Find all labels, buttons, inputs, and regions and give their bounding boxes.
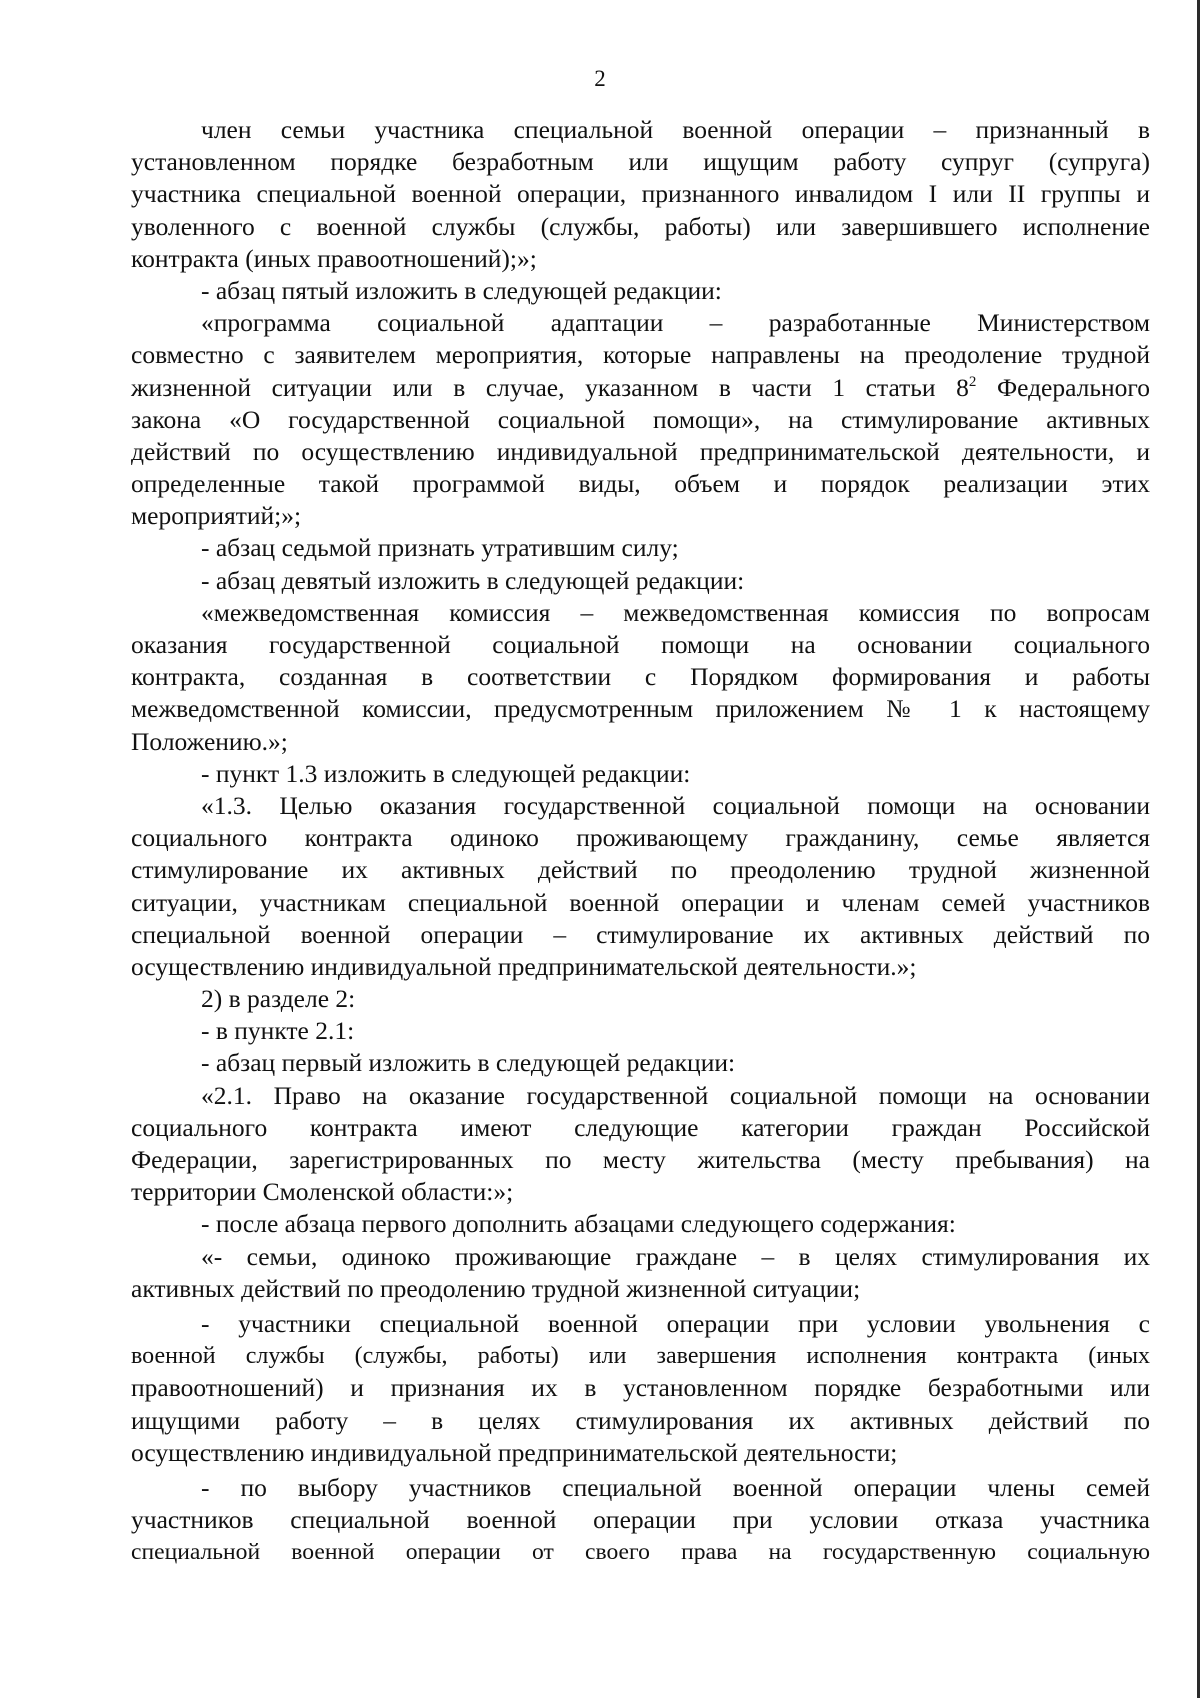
text-line: 2) в разделе 2: — [201, 984, 356, 1014]
text-line: Федерации, зарегистрированных по месту жительства (месту пребывания) на — [131, 1145, 1150, 1174]
text-line: действий по осуществлению индивидуальной предпринимательской деятельности, и — [131, 436, 1150, 466]
text-line: ситуации, участникам специальной военной операции и членам семей участников — [131, 887, 1150, 917]
text-line: осуществлению индивидуальной предпринимательской деятельности; — [131, 1437, 898, 1467]
text-line-part: жизненной ситуации или в случае, указанном в части 1 статьи 8 — [131, 372, 969, 402]
text-line: Положению.»; — [131, 726, 288, 756]
text-line: уволенного с военной службы (службы, работы) или завершившего исполнение — [131, 211, 1150, 241]
text-line: стимулирование их активных действий по преодолению трудной жизненной — [131, 855, 1150, 885]
text-line: активных действий по преодолению трудной жизненной ситуации; — [131, 1273, 861, 1303]
text-line: - после абзаца первого дополнить абзацами следующего содержания: — [201, 1209, 956, 1239]
text-line: «- семьи, одиноко проживающие граждане – в целях стимулирования их — [201, 1241, 1150, 1271]
text-line: закона «О государственной социальной помощи», на стимулирование активных — [131, 404, 1150, 434]
text-line: совместно с заявителем мероприятия, которые направлены на преодоление трудной — [131, 340, 1150, 370]
text-line: мероприятий;»; — [131, 501, 302, 531]
text-line: «межведомственная комиссия – межведомственная комиссия по вопросам — [201, 597, 1150, 627]
text-line: социального контракта имеют следующие категории граждан Российской — [131, 1112, 1150, 1142]
text-line-with-superscript — [131, 372, 1150, 404]
text-line: определенные такой программой виды, объем и порядок реализации этих — [131, 469, 1150, 499]
text-line: - абзац девятый изложить в следующей редакции: — [201, 565, 745, 595]
text-line: - абзац седьмой признать утратившим силу; — [201, 533, 679, 563]
text-line: - участники специальной военной операции при условии увольнения с — [201, 1308, 1150, 1338]
text-line: территории Смоленской области:»; — [131, 1177, 514, 1207]
text-line: «1.3. Целью оказания государственной социальной помощи на основании — [201, 790, 1150, 820]
text-line: - по выбору участников специальной военной операции члены семей — [201, 1472, 1150, 1502]
text-line: участников специальной военной операции при условии отказа участника — [131, 1505, 1150, 1535]
text-line: участника специальной военной операции, признанного инвалидом I или II группы и — [131, 179, 1150, 209]
text-line: социального контракта одиноко проживающему гражданину, семье является — [131, 823, 1150, 853]
text-line-part: Федерального — [996, 372, 1150, 402]
text-line: - абзац первый изложить в следующей редакции: — [201, 1048, 736, 1078]
text-line: установленном порядке безработным или ищущим работу супруг (супруга) — [131, 147, 1150, 177]
text-line: - в пункте 2.1: — [201, 1016, 355, 1046]
text-line: осуществлению индивидуальной предпринимательской деятельности.»; — [131, 951, 917, 981]
text-line: оказания государственной социальной помощи на основании социального — [131, 630, 1150, 659]
text-line: специальной военной операции от своего права на государственную социальную — [131, 1539, 1150, 1566]
text-line: специальной военной операции – стимулирование их активных действий по — [131, 919, 1150, 949]
text-line: правоотношений) и признания их в установленном порядке безработными или — [131, 1373, 1150, 1403]
text-line: член семьи участника специальной военной операции – признанный в — [201, 115, 1150, 144]
text-line: межведомственной комиссии, предусмотренным приложением № 1 к настоящему — [131, 694, 1150, 724]
text-line: - абзац пятый изложить в следующей редакции: — [201, 275, 722, 305]
text-line: военной службы (службы, работы) или завершения исполнения контракта (иных — [131, 1343, 1150, 1370]
text-line: - пункт 1.3 изложить в следующей редакции: — [201, 758, 691, 788]
text-line: контракта (иных правоотношений);»; — [131, 243, 537, 273]
text-line: «2.1. Право на оказание государственной социальной помощи на основании — [201, 1080, 1150, 1110]
text-line: «программа социальной адаптации – разработанные Министерством — [201, 308, 1150, 338]
text-line: ищущими работу – в целях стимулирования их активных действий по — [131, 1405, 1150, 1435]
document-body — [131, 114, 1150, 1568]
text-line: контракта, созданная в соответствии с Порядком формирования и работы — [131, 662, 1150, 692]
page-number: 2 — [594, 66, 606, 91]
superscript: 2 — [968, 373, 977, 390]
